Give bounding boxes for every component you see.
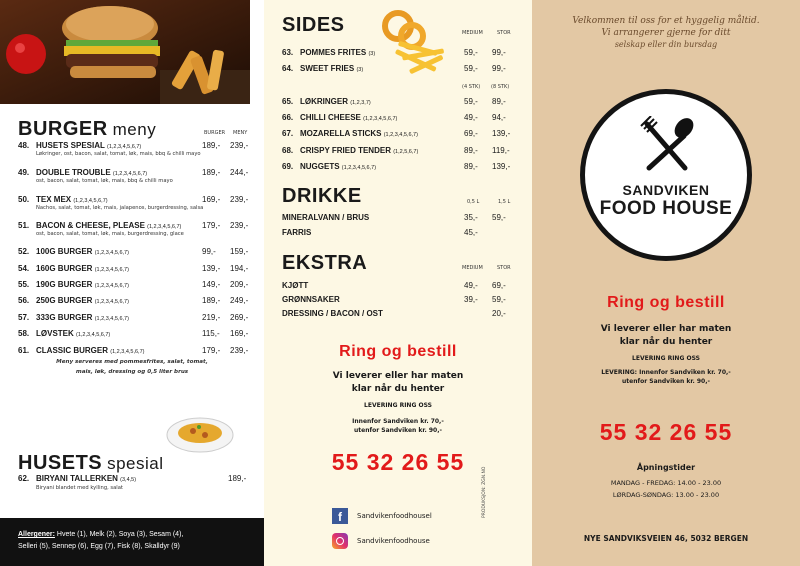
hours-title: Åpningstider	[636, 463, 696, 472]
col-header-medium-ekstra: MEDIUM	[462, 265, 483, 271]
item-number: 64.	[282, 64, 294, 73]
instagram-icon	[332, 533, 348, 549]
burger-item	[0, 247, 264, 261]
item-number: 62.	[18, 474, 30, 483]
item-price-1: 169,-	[202, 195, 221, 204]
item-price-2: 209,-	[230, 280, 249, 289]
item-name: 100G BURGER (1,2,3,4,5,6,7)	[36, 247, 129, 256]
biryani-photo	[165, 409, 235, 455]
item-price-1: 59,-	[464, 48, 478, 57]
drikke-item	[264, 213, 532, 227]
item-price-1: 115,-	[202, 329, 220, 338]
burger-item	[0, 296, 264, 310]
order-fee-1: Innenfor Sandviken kr. 70,-	[352, 418, 444, 425]
item-price-1: 189,-	[202, 296, 221, 305]
sides-panel	[264, 0, 532, 566]
order-levering-b: LEVERING RING OSS	[632, 355, 700, 362]
item-price-2: 69,-	[492, 281, 506, 290]
item-desc: ost, bacon, salat, tomat, løk, mais, bbq & chilli mayo	[36, 178, 173, 184]
ekstra-item	[264, 295, 532, 309]
phone-number-2[interactable]: 55 32 26 55	[599, 419, 733, 445]
item-number: 55.	[18, 280, 30, 289]
item-name: POMMES FRITES (3)	[300, 48, 376, 57]
item-number: 66.	[282, 113, 294, 122]
item-price-1: 139,-	[202, 264, 221, 273]
burger-item	[0, 221, 264, 235]
item-price-2: 20,-	[492, 309, 506, 318]
item-desc: Nachos, salat, tomat, løk, mais, jalapenos, burgerdressing, salsa	[36, 205, 204, 211]
item-allergens: (1,2,3,4,5,6,7)	[94, 316, 129, 322]
order-line-1-b: Vi leverer eller har maten	[600, 324, 732, 334]
item-name: CRISPY FRIED TENDER (1,2,5,6,7)	[300, 146, 419, 155]
welcome-line-3: selskap eller din bursdag	[614, 40, 718, 49]
item-price-1: 179,-	[202, 346, 221, 355]
ekstra-item	[264, 309, 532, 323]
item-name: NUGGETS (1,2,3,4,5,6,7)	[300, 162, 377, 171]
order-title: Ring og bestill	[339, 343, 457, 360]
item-price-1: 189,-	[202, 168, 221, 177]
order-line-2: klar når du henter	[351, 384, 445, 394]
item-number: 56.	[18, 296, 30, 305]
burger-item	[0, 141, 264, 155]
item-price-2: 99,-	[492, 48, 506, 57]
item-allergens: (1,2,3,4,5,6,7)	[76, 332, 111, 338]
item-price-2: 194,-	[230, 264, 249, 273]
item-allergens: (1,2,3,4,5,6,7)	[94, 283, 129, 289]
info-panel	[532, 0, 800, 566]
item-price-1: 59,-	[464, 97, 478, 106]
husets-title: HUSETS spesial	[18, 452, 164, 474]
item-number: 57.	[18, 313, 30, 322]
item-price-2: 239,-	[230, 141, 249, 150]
item-desc: ost, bacon, salat, tomat, løk, mais, burgerdressing, glace	[36, 231, 184, 237]
allergen-line-2: Selleri (5), Sennep (6), Egg (7), Fisk (8), Skalldyr (9)	[18, 543, 180, 550]
item-name: HUSETS SPESIAL (1,2,3,4,5,6,7)	[36, 141, 142, 150]
logo-line-2: FOOD HOUSE	[599, 198, 733, 219]
item-price-1: 179,-	[202, 221, 221, 230]
item-allergens: (1,2,3,4,5,6,7)	[112, 171, 148, 177]
item-allergens: (1,2,3,4,5,6,7)	[147, 224, 182, 230]
item-price-1: 45,-	[464, 228, 478, 237]
menu-note-1: Meny serveres med pommesfrites, salat, tomat,	[56, 359, 208, 365]
item-price-1: 49,-	[464, 113, 478, 122]
col-header-medium: MEDIUM	[462, 30, 483, 36]
item-price-1: 149,-	[202, 280, 221, 289]
order-fee-1-b: LEVERING: Innenfor Sandviken kr. 70,-	[601, 369, 731, 376]
item-price-2: 99,-	[492, 64, 506, 73]
allergen-bar	[0, 518, 264, 566]
item-name: KJØTT	[282, 281, 309, 290]
item-price-2: 239,-	[230, 221, 249, 230]
item-name: LØKRINGER (1,2,3,7)	[300, 97, 371, 106]
drikke-item	[264, 228, 532, 242]
item-price-1: 189,-	[202, 141, 221, 150]
allergen-line-1: Hvete (1), Melk (2), Soya (3), Sesam (4),	[56, 531, 184, 538]
sides-item	[264, 48, 532, 62]
item-allergens: (1,2,3,4,5,6,7)	[94, 267, 129, 273]
item-price-1: 39,-	[464, 295, 478, 304]
logo-circle	[580, 89, 752, 261]
item-price-2: 159,-	[230, 247, 249, 256]
burger-panel	[0, 0, 264, 566]
item-allergens: (1,2,5,6,7)	[393, 149, 419, 155]
order-line-2-b: klar når du henter	[619, 337, 713, 347]
ekstra-item	[264, 281, 532, 295]
instagram-handle: Sandvikenfoodhouse	[357, 537, 430, 545]
item-allergens: (1,2,3,4,5,6,7)	[73, 198, 108, 204]
allergen-label: Allergener:	[18, 531, 55, 538]
item-allergens: (1,2,3,4,5,6,7)	[94, 250, 129, 256]
item-price-2: 139,-	[492, 162, 511, 171]
item-name: CLASSIC BURGER (1,2,3,4,5,6,7)	[36, 346, 145, 355]
burger-item	[0, 346, 264, 360]
logo-line-1: SANDVIKEN	[622, 182, 710, 198]
col-header-15l: 1,5 L	[498, 199, 511, 205]
item-number: 49.	[18, 168, 30, 177]
phone-number[interactable]: 55 32 26 55	[331, 449, 465, 475]
drikke-title: DRIKKE	[282, 185, 362, 207]
col-header-stor: STOR	[497, 30, 511, 36]
facebook-link[interactable]	[332, 508, 432, 524]
col-header-meny: MENY	[233, 130, 248, 136]
sides-title: SIDES	[282, 14, 345, 36]
item-number: 67.	[282, 129, 294, 138]
order-fee-2: utenfor Sandviken kr. 90,-	[353, 427, 442, 434]
menu-note-2: mais, løk, dressing og 0,5 liter brus	[75, 369, 189, 375]
burger-item	[0, 313, 264, 327]
item-price-2: 239,-	[230, 346, 249, 355]
instagram-link[interactable]	[332, 533, 430, 549]
welcome-text	[532, 15, 800, 51]
item-price-1: 69,-	[464, 129, 478, 138]
item-allergens: (1,2,3,4,5,6,7)	[383, 132, 418, 138]
item-number: 51.	[18, 221, 30, 230]
item-price-2: 89,-	[492, 97, 506, 106]
item-price-2: 269,-	[230, 313, 249, 322]
sides-item	[264, 113, 532, 127]
item-name: TEX MEX (1,2,3,4,5,6,7)	[36, 195, 108, 204]
burger-item	[0, 280, 264, 294]
item-name: FARRIS	[282, 228, 312, 237]
hours-weekend: LØRDAG-SØNDAG: 13.00 - 23.00	[612, 491, 720, 499]
item-name: 333G BURGER (1,2,3,4,5,6,7)	[36, 313, 129, 322]
item-price-2: 239,-	[230, 195, 249, 204]
item-price-2: 139,-	[492, 129, 511, 138]
item-desc: Biryani blandet med kylling, salat	[36, 485, 123, 491]
item-price-2: 249,-	[230, 296, 249, 305]
col-header-burger: BURGER	[204, 130, 226, 136]
item-price-2: 119,-	[492, 146, 510, 155]
facebook-icon: f	[332, 508, 348, 524]
item-number: 69.	[282, 162, 294, 171]
order-fee-2-b: utenfor Sandviken kr. 90,-	[621, 378, 710, 385]
item-allergens: (1,2,3,4,5,6,7)	[341, 165, 377, 171]
menu-item-biryani	[0, 474, 264, 494]
item-name: LØVSTEK (1,2,3,4,5,6,7)	[36, 329, 111, 338]
item-name: DRESSING / BACON / OST	[282, 309, 383, 318]
sides-item	[264, 129, 532, 143]
item-name: 190G BURGER (1,2,3,4,5,6,7)	[36, 280, 129, 289]
order-line-1: Vi leverer eller har maten	[332, 371, 464, 381]
sides-item	[264, 97, 532, 111]
item-allergens: (1,2,3,4,5,6,7)	[363, 116, 398, 122]
burger-item	[0, 195, 264, 209]
burger-item	[0, 168, 264, 182]
item-number: 54.	[18, 264, 30, 273]
sides-item	[264, 64, 532, 78]
item-price: 189,-	[228, 474, 247, 483]
item-price-2: 59,-	[492, 213, 506, 222]
address: NYE SANDVIKSVEIEN 46, 5032 BERGEN	[583, 534, 749, 543]
item-price-2: 169,-	[230, 329, 249, 338]
facebook-handle: Sandvikenfoodhousel	[357, 512, 432, 520]
item-number: 58.	[18, 329, 30, 338]
col-header-stor-ekstra: STOR	[497, 265, 511, 271]
hours-weekday: MANDAG - FREDAG: 14.00 - 23.00	[610, 479, 722, 487]
item-number: 50.	[18, 195, 30, 204]
item-number: 63.	[282, 48, 294, 57]
item-allergens: (1,2,3,7)	[350, 100, 371, 106]
col-sub-8stk: (8 STK)	[491, 84, 510, 90]
item-allergens: (1,2,3,4,5,6,7)	[94, 299, 129, 305]
item-allergens: (1,2,3,4,5,6,7)	[106, 144, 142, 150]
item-name: 160G BURGER (1,2,3,4,5,6,7)	[36, 264, 129, 273]
item-price-1: 99,-	[202, 247, 216, 256]
item-price-1: 59,-	[464, 64, 478, 73]
welcome-line-1: Velkommen til oss for et hyggelig måltid.	[572, 16, 760, 26]
col-sub-4stk: (4 STK)	[462, 84, 481, 90]
production-credit: PRODUKSJON: ZGN.NO	[482, 466, 487, 518]
item-name: SWEET FRIES (3)	[300, 64, 364, 73]
order-title-2: Ring og bestill	[607, 294, 725, 311]
item-price-1: 89,-	[464, 146, 478, 155]
item-name: DOUBLE TROUBLE (1,2,3,4,5,6,7)	[36, 168, 148, 177]
item-desc: Løkringer, ost, bacon, salat, tomat, løk, mais, bbq & chilli mayo	[36, 151, 201, 157]
item-name: BACON & CHEESE, PLEASE (1,2,3,4,5,6,7)	[36, 221, 182, 230]
burger-item	[0, 264, 264, 278]
item-number: 52.	[18, 247, 30, 256]
item-allergens: (3)	[356, 67, 364, 73]
item-price-2: 59,-	[492, 295, 506, 304]
item-name: BIRYANI TALLERKEN (3,4,5)	[36, 474, 137, 483]
item-name: GRØNNSAKER	[282, 295, 340, 304]
item-price-2: 244,-	[230, 168, 249, 177]
item-allergens: (3)	[368, 51, 376, 57]
sides-item	[264, 146, 532, 160]
item-number: 48.	[18, 141, 30, 150]
burger-title: BURGER meny	[18, 118, 157, 140]
item-price-1: 89,-	[464, 162, 478, 171]
item-price-1: 35,-	[464, 213, 478, 222]
item-number: 61.	[18, 346, 30, 355]
item-name: MOZARELLA STICKS (1,2,3,4,5,6,7)	[300, 129, 418, 138]
item-number: 68.	[282, 146, 294, 155]
item-price-1: 49,-	[464, 281, 478, 290]
fork-spoon-icon	[639, 116, 695, 174]
ekstra-title: EKSTRA	[282, 252, 368, 274]
order-levering: LEVERING RING OSS	[364, 402, 432, 409]
item-name: CHILLI CHEESE (1,2,3,4,5,6,7)	[300, 113, 398, 122]
sides-item	[264, 162, 532, 176]
item-number: 65.	[282, 97, 294, 106]
item-price-1: 219,-	[202, 313, 221, 322]
col-header-05l: 0,5 L	[467, 199, 480, 205]
burger-photo	[0, 0, 250, 104]
item-price-2: 94,-	[492, 113, 506, 122]
item-name: 250G BURGER (1,2,3,4,5,6,7)	[36, 296, 129, 305]
burger-item	[0, 329, 264, 343]
item-name: MINERALVANN / BRUS	[282, 213, 370, 222]
item-allergens: (1,2,3,4,5,6,7)	[110, 349, 145, 355]
welcome-line-2: Vi arrangerer gjerne for ditt	[601, 28, 731, 38]
